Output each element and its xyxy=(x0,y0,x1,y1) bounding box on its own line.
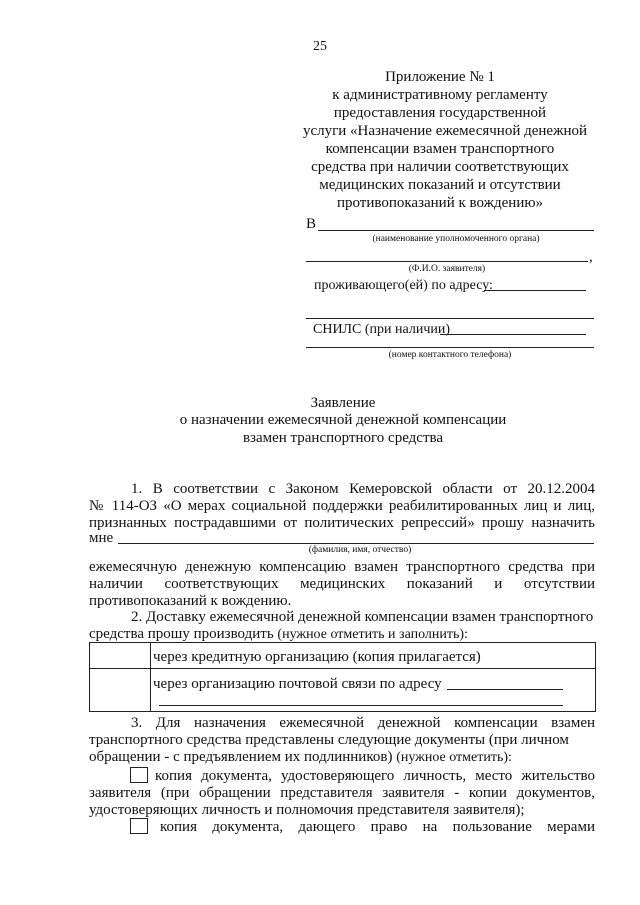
delivery-options-table xyxy=(89,642,596,712)
body-line xyxy=(89,625,599,643)
phone-hint: (номер контактного телефона) xyxy=(388,350,512,360)
authority-field[interactable] xyxy=(318,230,594,231)
page-number: 25 xyxy=(313,39,327,54)
option1-label: через кредитную организацию (копия прилагается) xyxy=(153,649,481,665)
body-line: 1. В соответствии с Законом Кемеровской области от 20.12.2004 xyxy=(131,481,595,497)
option1-mark-cell[interactable] xyxy=(90,643,151,669)
option2-cell xyxy=(151,669,596,712)
appendix-line: предоставления государственной xyxy=(333,105,547,121)
body-line: копия документа, дающего право на пользование мерами xyxy=(160,819,595,835)
body-line: ежемесячную денежную компенсацию взамен транспортного средства при xyxy=(89,559,595,575)
authority-hint: (наименование уполномоченного органа) xyxy=(372,234,540,244)
doc1-checkbox[interactable] xyxy=(130,767,148,783)
p3-note: (нужное отметить): xyxy=(396,750,512,765)
address-field-2[interactable] xyxy=(306,318,594,319)
appendix-line: противопоказаний к вождению» xyxy=(336,195,544,211)
to-prefix: В xyxy=(306,216,317,232)
table-row xyxy=(90,643,596,669)
appendix-line: услуги «Назначение ежемесячной денежной xyxy=(302,123,588,139)
phone-field[interactable] xyxy=(306,347,594,348)
fio-hint: (Ф.И.О. заявителя) xyxy=(408,264,486,274)
comma: , xyxy=(589,249,593,265)
body-line: наличии соответствующих медицинских показаний и отсутствии xyxy=(89,576,595,592)
appendix-line: медицинских показаний и отсутствии xyxy=(319,177,561,193)
appendix-line: средства при наличии соответствующих xyxy=(311,159,569,175)
body-line: удостоверяющих личность и полномочия представителя заявителя); xyxy=(89,802,525,818)
title-line: Заявление xyxy=(310,395,376,411)
residing-label: проживающего(ей) по адресу: xyxy=(314,278,493,293)
option2-label: через организацию почтовой связи по адресу xyxy=(153,676,442,692)
name-hint: (фамилия, имя, отчество) xyxy=(308,545,412,555)
doc2-checkbox[interactable] xyxy=(130,818,148,834)
snils-label: СНИЛС (при наличии) xyxy=(313,322,451,337)
body-line: мне xyxy=(89,530,114,546)
body-line: заявителя (при обращении представителя заявителя - копии документов, xyxy=(89,785,595,801)
table-row xyxy=(90,669,596,712)
p3-main: обращении - с предъявлением их подлинников) xyxy=(89,749,397,765)
postal-address-field[interactable] xyxy=(447,689,563,690)
body-line: 2. Доставку ежемесячной денежной компенсации взамен транспортного xyxy=(131,609,594,625)
body-line: признанных пострадавшими от политических репрессий» прошу назначить xyxy=(89,515,595,531)
body-line: № 114-ОЗ «О мерах социальной поддержки реабилитированных лиц и лиц, xyxy=(89,498,595,514)
body-line: копия документа, удостоверяющего личность, место жительство xyxy=(155,768,595,784)
postal-address-field-2[interactable] xyxy=(159,705,563,706)
title-line: взамен транспортного средства xyxy=(242,430,444,446)
option1-cell xyxy=(151,643,596,669)
snils-field[interactable] xyxy=(440,334,586,335)
appendix-line: компенсации взамен транспортного xyxy=(325,141,555,157)
body-line: противопоказаний к вождению. xyxy=(89,593,292,609)
fio-field[interactable] xyxy=(306,261,588,262)
appendix-line: Приложение № 1 xyxy=(385,69,495,85)
p2-main: средства прошу производить xyxy=(89,626,278,642)
address-field[interactable] xyxy=(484,290,586,291)
title-line: о назначении ежемесячной денежной компенсации xyxy=(179,412,507,428)
body-line: транспортного средства представлены следующие документы (при личном xyxy=(89,732,569,748)
body-line: 3. Для назначения ежемесячной денежной компенсации взамен xyxy=(131,715,595,731)
p2-note: (нужное отметить и заполнить): xyxy=(277,627,468,642)
body-line xyxy=(89,748,599,766)
option2-mark-cell[interactable] xyxy=(90,669,151,712)
applicant-name-field[interactable] xyxy=(118,543,594,544)
appendix-line: к административному регламенту xyxy=(332,87,548,103)
